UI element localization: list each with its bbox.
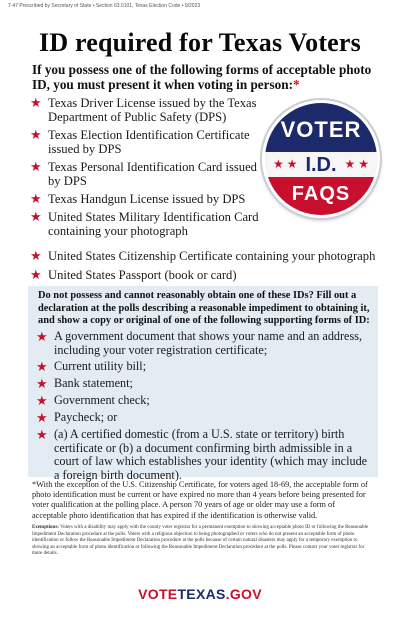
star-icon: ★ ★ (344, 157, 369, 171)
logo-part-texas: TEXAS (177, 586, 226, 602)
exemptions-text: Voters with a disability may apply with the county voter registrar for a permanent exemption to showing acceptable photo ID or following the Reasonable Impediment Declaration procedure at the polls. Voters with a religious objection to being photographed or voters who do not present an acceptable form of photo identification or follow the Reasonable Impediment Declaration procedure at the polls because of certain natural disasters may apply for a temporary exemption to showing an acceptable form of photo identification or following the Reasonable Impediment Declaration procedure at the polls. Please contact your voter registrar for more details. (32, 525, 369, 556)
form-reference: 7-47 Prescribed by Secretary of State • Section 63.0101, Texas Election Code • 9/2023 (8, 3, 201, 9)
logo-part-gov: .GOV (225, 586, 262, 602)
reasonable-impediment-intro: Do not possess and cannot reasonably obtain one of these IDs? Fill out a declaration at the polls describing a reasonable impediment to obtaining it, and show a copy or original of one of the following supporting forms of ID: (38, 290, 370, 327)
list-item (36, 330, 372, 357)
footnote: *With the exception of the U.S. Citizenship Certificate, for voters aged 18-69, the acceptable form of photo identification must be current or have expired no more than 4 years before being presented for voter qualification at the polling place. A person 70 years of age or older may use a form of acceptable photo identification that has expired if the identification is otherwise valid. (32, 480, 368, 520)
list-item-text: United States Citizenship Certificate containing your photograph (48, 249, 376, 263)
logo-part-vote: VOTE (138, 586, 178, 602)
star-icon: ★ (30, 159, 42, 174)
exemptions-label: Exemptions: (32, 525, 59, 530)
list-item-text: Texas Handgun License issued by DPS (48, 192, 246, 206)
list-item (30, 249, 380, 263)
star-icon: ★ (30, 248, 42, 263)
star-icon: ★ (36, 359, 48, 374)
voter-id-faqs-badge (262, 100, 380, 218)
page-title: ID required for Texas Voters (39, 28, 361, 57)
intro-text-body: If you possess one of the following forms of acceptable photo ID, you must present it when voting in person: (32, 62, 372, 92)
list-item-text: A government document that shows your name and an address, including your voter registration certificate; (54, 329, 363, 357)
star-icon: ★ (36, 393, 48, 408)
votetexas-logo (0, 586, 400, 602)
star-icon: ★ (30, 209, 42, 224)
badge-voter-text: VOTER (280, 117, 362, 142)
list-item-text: (a) A certified domestic (from a U.S. state or territory) birth certificate or (b) a document confirming birth admissible in a court of law which establishes your identity (which may include a foreign birth document). (54, 427, 368, 482)
list-item-text: Government check; (54, 393, 150, 407)
list-item-text: Bank statement; (54, 376, 133, 390)
star-icon: ★ (36, 410, 48, 425)
star-icon: ★ (30, 95, 42, 110)
list-item-text: United States Military Identification Card containing your photograph (48, 210, 259, 238)
star-icon: ★ (30, 191, 42, 206)
list-item (30, 268, 380, 282)
reasonable-impediment-box (28, 286, 378, 482)
badge-faqs-text: FAQS (291, 183, 351, 205)
list-item-text: Texas Personal Identification Card issued by DPS (48, 160, 257, 188)
list-item (36, 428, 372, 482)
star-icon: ★ (30, 127, 42, 142)
list-item-text: Current utility bill; (54, 359, 147, 373)
list-item (30, 128, 265, 156)
list-item (30, 160, 265, 188)
intro-text (32, 62, 372, 92)
list-item (30, 210, 265, 238)
list-item-text: Texas Driver License issued by the Texas Department of Public Safety (DPS) (48, 96, 257, 124)
list-item (36, 411, 372, 425)
list-item (30, 192, 265, 206)
accepted-id-list (30, 96, 265, 242)
list-item-text: Texas Election Identification Certificate issued by DPS (48, 128, 250, 156)
exemptions-note (32, 525, 372, 558)
star-icon: ★ (30, 267, 42, 282)
supporting-id-list (36, 330, 372, 485)
list-item (30, 96, 265, 124)
list-item (36, 360, 372, 374)
list-item-text: Paycheck; or (54, 410, 118, 424)
star-icon: ★ (36, 427, 48, 442)
footnote-marker: * (292, 77, 300, 92)
star-icon: ★ (36, 329, 48, 344)
star-icon: ★ (36, 376, 48, 391)
badge-id-text: I.D. (305, 154, 337, 176)
star-icon: ★ ★ (273, 157, 298, 171)
list-item (36, 394, 372, 408)
list-item-text: United States Passport (book or card) (48, 268, 237, 282)
list-item (36, 377, 372, 391)
